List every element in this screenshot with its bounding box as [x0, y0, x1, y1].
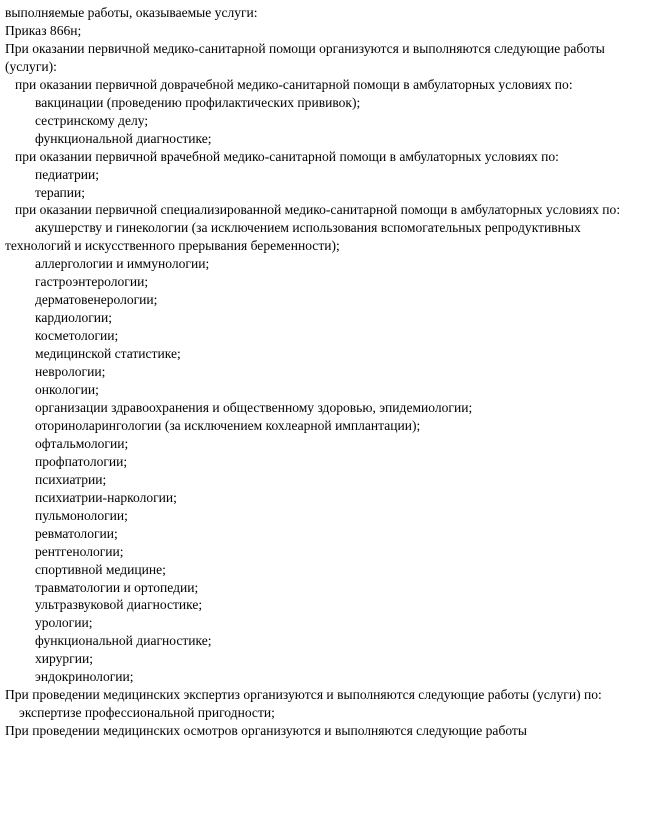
- list-item: вакцинации (проведению профилактических прививок);: [35, 94, 361, 110]
- list-item: пульмонологии;: [35, 507, 128, 523]
- list-item: кардиологии;: [35, 310, 113, 326]
- list-item: педиатрии;: [35, 166, 100, 182]
- list-item: организации здравоохранения и общественному здоровью, эпидемиологии;: [35, 399, 473, 415]
- list-item: функциональной диагностике;: [35, 130, 212, 146]
- list-item: терапии;: [35, 184, 86, 200]
- intro-line: выполняемые работы, оказываемые услуги:: [5, 5, 258, 20]
- list-item: оториноларингологии (за исключением кохлеарной имплантации);: [35, 417, 421, 433]
- list-item: эндокринологии;: [35, 669, 134, 685]
- list-item: психиатрии;: [35, 471, 107, 487]
- list-item: акушерству и гинекологии (за исключением использования вспомогательных репродуктивных технологий и искусственного прерывания беременности);: [5, 220, 581, 254]
- list-item: онкологии;: [35, 382, 99, 398]
- list-item: медицинской статистике;: [35, 346, 181, 362]
- prenurse-care-heading: при оказании первичной доврачебной медико-санитарной помощи в амбулаторных условиях по:: [15, 76, 573, 92]
- expertise-heading: При проведении медицинских экспертиз организуются и выполняются следующие работы (услуги) по:: [5, 687, 602, 703]
- list-item: функциональной диагностике;: [35, 633, 212, 649]
- physician-care-heading: при оказании первичной врачебной медико-санитарной помощи в амбулаторных условиях по:: [15, 148, 559, 164]
- list-item: косметологии;: [35, 328, 119, 344]
- list-item: ревматологии;: [35, 525, 118, 541]
- list-item: хирургии;: [35, 651, 93, 667]
- list-item: урологии;: [35, 615, 93, 631]
- specialized-care-list: [5, 255, 657, 686]
- list-item: травматологии и ортопедии;: [35, 579, 199, 595]
- primary-care-heading: При оказании первичной медико-санитарной помощи организуются и выполняются следующие работы (услуги):: [5, 40, 605, 74]
- list-item: дерматовенерологии;: [35, 292, 158, 308]
- list-item: профпатологии;: [35, 453, 128, 469]
- list-item: офтальмологии;: [35, 435, 129, 451]
- medical-exams-heading: При проведении медицинских осмотров организуются и выполняются следующие работы: [5, 723, 527, 739]
- specialized-care-heading: при оказании первичной специализированной медико-санитарной помощи в амбулаторных условиях по:: [15, 202, 621, 218]
- list-item: гастроэнтерологии;: [35, 274, 149, 290]
- list-item: сестринскому делу;: [35, 112, 149, 128]
- list-item: ультразвуковой диагностике;: [35, 597, 203, 613]
- list-item: спортивной медицине;: [35, 561, 166, 577]
- list-item: экспертизе профессиональной пригодности;: [19, 705, 275, 721]
- list-item: неврологии;: [35, 364, 106, 380]
- list-item: рентгенологии;: [35, 543, 124, 559]
- list-item: психиатрии-наркологии;: [35, 489, 177, 505]
- order-reference: Приказ 866н;: [5, 22, 82, 38]
- list-item: аллергологии и иммунологии;: [35, 256, 210, 272]
